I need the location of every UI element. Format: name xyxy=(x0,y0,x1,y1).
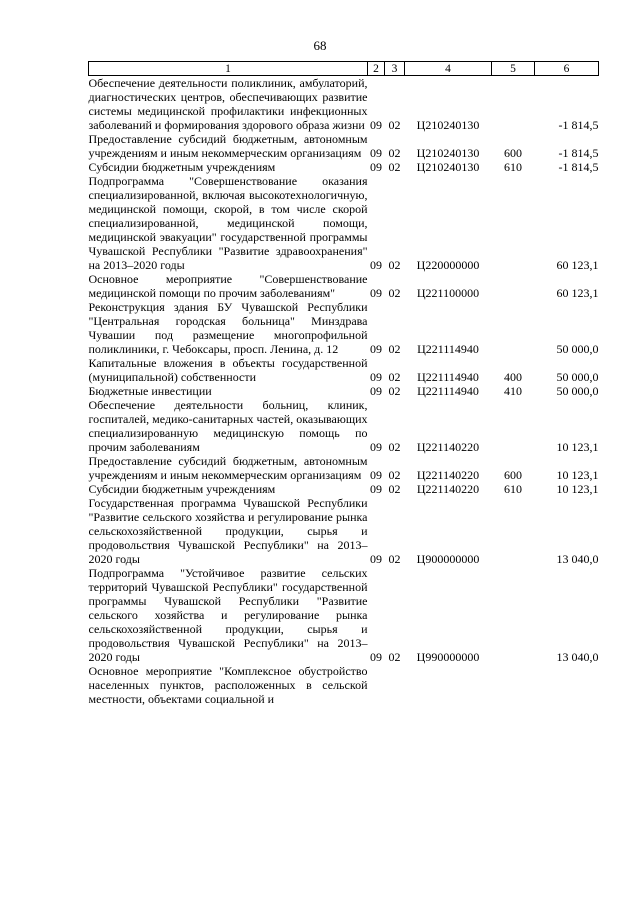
cell-pr: 02 xyxy=(388,146,401,160)
cell-vr: 600 xyxy=(504,468,522,482)
cell-csr: Ц990000000 xyxy=(416,650,480,664)
cell-name: Реконструкция здания БУ Чувашской Республики "Центральная городская больница" Минздрава Чувашии под размещение многопрофильной поликлиники, г. Чебоксары, просп. Ленина, д. 12 xyxy=(88,300,368,356)
table-header xyxy=(89,62,599,76)
cell-sum: 50 000,0 xyxy=(556,384,599,398)
cell-rz: 09 xyxy=(370,118,382,132)
cell-rz: 09 xyxy=(370,482,382,496)
cell-sum: 50 000,0 xyxy=(556,370,599,384)
cell-vr: 400 xyxy=(504,370,522,384)
cell-csr: Ц221140220 xyxy=(416,468,480,482)
cell-name: Бюджетные инвестиции xyxy=(88,384,212,398)
header-col-5: 5 xyxy=(492,62,535,76)
cell-pr xyxy=(385,664,405,706)
cell-rz: 09 xyxy=(370,370,382,384)
cell-name: Основное мероприятие "Комплексное обустройство населенных пунктов, расположенных в сельской местности, объектами социальной и xyxy=(88,664,368,706)
cell-name: Обеспечение деятельности больниц, клиник, госпиталей, медико-санитарных частей, оказывающих специализированную медицинскую помощь по прочим заболеваниям xyxy=(88,398,368,454)
cell-rz: 09 xyxy=(370,160,382,174)
cell-rz: 09 xyxy=(370,258,382,272)
cell-pr: 02 xyxy=(388,552,401,566)
cell-sum: 60 123,1 xyxy=(556,258,599,272)
cell-csr: Ц210240130 xyxy=(416,118,480,132)
cell-vr xyxy=(492,174,535,272)
header-col-3: 3 xyxy=(385,62,405,76)
header-col-4: 4 xyxy=(405,62,492,76)
cell-rz: 09 xyxy=(370,342,382,356)
header-col-2: 2 xyxy=(368,62,385,76)
cell-csr: Ц900000000 xyxy=(416,552,480,566)
cell-name: Предоставление субсидий бюджетным, автономным учреждениям и иным некоммерческим организациям xyxy=(88,454,368,482)
cell-csr: Ц221114940 xyxy=(417,370,479,384)
table-row xyxy=(89,132,599,160)
cell-csr: Ц210240130 xyxy=(416,160,480,174)
cell-sum: -1 814,5 xyxy=(558,146,599,160)
cell-name: Обеспечение деятельности поликлиник, амбулаторий, диагностических центров, обеспечивающих развитие системы медицинской профилактики инфекционных заболеваний и формирования здорового образа жизни xyxy=(88,76,368,132)
cell-name: Субсидии бюджетным учреждениям xyxy=(88,160,276,174)
cell-vr xyxy=(492,566,535,664)
cell-name: Государственная программа Чувашской Республики "Развитие сельского хозяйства и регулирование рынка сельскохозяйственной продукции, сырья и продовольствия Чувашской Республики" на 2013–2020 годы xyxy=(88,496,368,566)
cell-sum: -1 814,5 xyxy=(558,118,599,132)
table-row xyxy=(89,384,599,398)
cell-rz: 09 xyxy=(370,468,382,482)
cell-vr xyxy=(492,272,535,300)
cell-csr: Ц221140220 xyxy=(416,482,480,496)
cell-sum: 60 123,1 xyxy=(556,286,599,300)
cell-pr: 02 xyxy=(388,482,401,496)
cell-vr: 610 xyxy=(504,160,522,174)
page-number: 68 xyxy=(313,38,327,53)
cell-vr xyxy=(492,76,535,133)
cell-sum: 50 000,0 xyxy=(556,342,599,356)
cell-vr: 600 xyxy=(504,146,522,160)
cell-sum: 10 123,1 xyxy=(556,482,599,496)
cell-csr: Ц221114940 xyxy=(417,342,479,356)
cell-rz: 09 xyxy=(370,440,382,454)
table-row xyxy=(89,664,599,706)
cell-sum: 13 040,0 xyxy=(556,650,599,664)
cell-csr xyxy=(405,664,492,706)
cell-pr: 02 xyxy=(388,118,401,132)
table-row xyxy=(89,496,599,566)
cell-vr: 610 xyxy=(504,482,522,496)
cell-pr: 02 xyxy=(388,468,401,482)
cell-pr: 02 xyxy=(388,384,401,398)
cell-csr: Ц221140220 xyxy=(416,440,480,454)
table-body xyxy=(89,76,599,707)
table-row xyxy=(89,174,599,272)
cell-name: Подпрограмма "Устойчивое развитие сельских территорий Чувашской Республики" государственной программы Чувашской Республики "Развитие сельского хозяйства и регулирование рынка сельскохозяйственной продукции, сырья и продовольствия Чувашской Республики" на 2013–2020 годы xyxy=(88,566,368,664)
cell-name: Основное мероприятие "Совершенствование медицинской помощи по прочим заболеваниям" xyxy=(88,272,368,300)
table-row xyxy=(89,76,599,133)
header-col-1: 1 xyxy=(89,62,368,76)
cell-pr: 02 xyxy=(388,440,401,454)
cell-rz: 09 xyxy=(370,384,382,398)
cell-vr xyxy=(492,664,535,706)
cell-pr: 02 xyxy=(388,650,401,664)
table-row xyxy=(89,454,599,482)
cell-csr: Ц221100000 xyxy=(416,286,480,300)
cell-name: Предоставление субсидий бюджетным, автономным учреждениям и иным некоммерческим организациям xyxy=(88,132,368,160)
table-row xyxy=(89,300,599,356)
cell-vr xyxy=(492,398,535,454)
cell-pr: 02 xyxy=(388,286,401,300)
cell-pr: 02 xyxy=(388,160,401,174)
cell-sum: 10 123,1 xyxy=(556,468,599,482)
cell-sum: 10 123,1 xyxy=(556,440,599,454)
cell-pr: 02 xyxy=(388,370,401,384)
cell-rz: 09 xyxy=(370,650,382,664)
cell-csr: Ц220000000 xyxy=(416,258,480,272)
cell-name: Капитальные вложения в объекты государственной (муниципальной) собственности xyxy=(88,356,368,384)
cell-name: Подпрограмма "Совершенствование оказания специализированной, включая высокотехнологичную, медицинской помощи, скорой, в том числе скорой специализированной, медицинской помощи, медицинской эвакуации" государственной программы Чувашской Республики "Развитие здравоохранения" на 2013–2020 годы xyxy=(88,174,368,272)
table-row xyxy=(89,482,599,496)
cell-vr xyxy=(492,496,535,566)
header-col-6: 6 xyxy=(535,62,599,76)
cell-name: Субсидии бюджетным учреждениям xyxy=(88,482,276,496)
cell-pr: 02 xyxy=(388,258,401,272)
cell-rz: 09 xyxy=(370,286,382,300)
cell-rz: 09 xyxy=(370,552,382,566)
cell-csr: Ц210240130 xyxy=(416,146,480,160)
budget-table xyxy=(88,61,599,706)
cell-csr: Ц221114940 xyxy=(417,384,479,398)
cell-vr xyxy=(492,300,535,356)
cell-sum: -1 814,5 xyxy=(558,160,599,174)
table-row xyxy=(89,356,599,384)
cell-rz: 09 xyxy=(370,146,382,160)
table-row xyxy=(89,566,599,664)
cell-rz xyxy=(368,664,385,706)
cell-sum: 13 040,0 xyxy=(556,552,599,566)
header-row xyxy=(89,62,599,76)
cell-pr: 02 xyxy=(388,342,401,356)
table-row xyxy=(89,272,599,300)
cell-vr: 410 xyxy=(504,384,522,398)
table-row xyxy=(89,398,599,454)
cell-sum xyxy=(535,664,599,706)
table-row xyxy=(89,160,599,174)
